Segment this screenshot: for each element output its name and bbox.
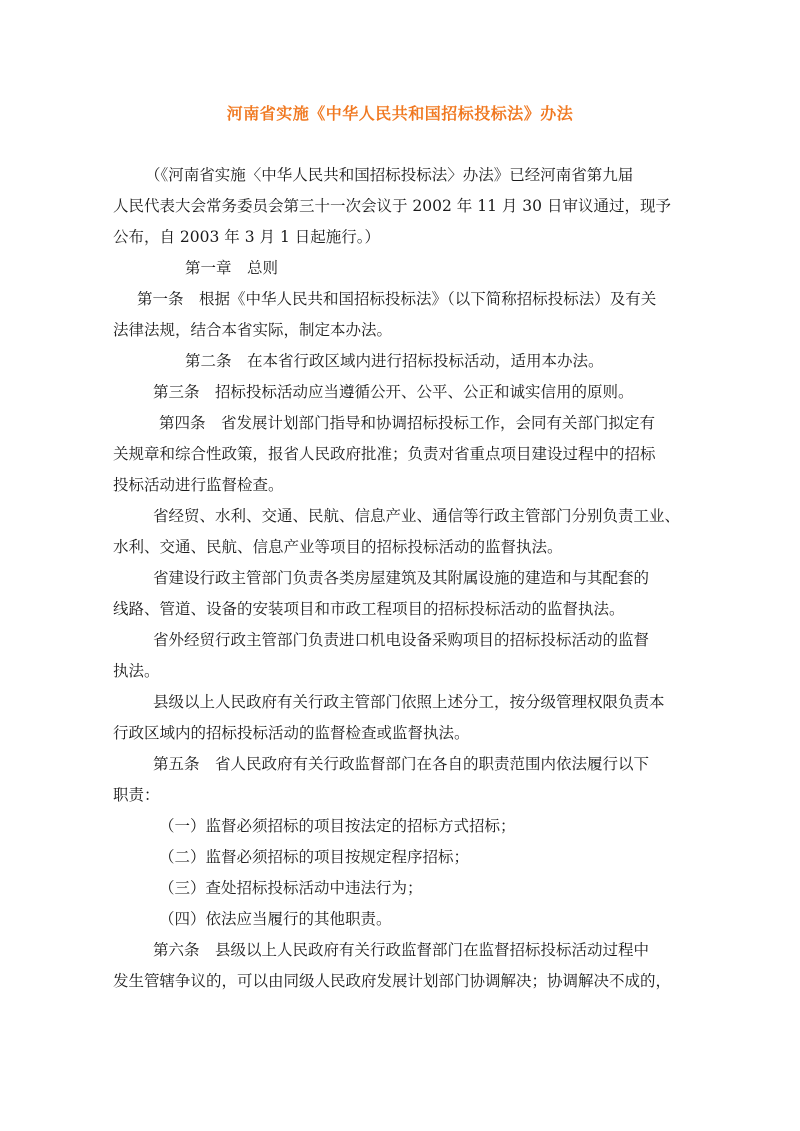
text-line: 第一条 根据《中华人民共和国招标投标法》（以下简称招标投标法）及有关 [137,290,657,308]
text-line: 县级以上人民政府有关行政主管部门依照上述分工，按分级管理权限负责本 [153,693,665,711]
text-line: 人民代表大会常务委员会第三十一次会议于 2002 年 11 月 30 日审议通过，现予 [113,197,671,215]
text-line: 第五条 省人民政府有关行政监督部门在各自的职责范围内依法履行以下 [153,755,650,773]
text-line: 第三条 招标投标活动应当遵循公开、公平、公正和诚实信用的原则。 [153,383,634,401]
document-title: 河南省实施《中华人民共和国招标投标法》办法 [226,104,574,123]
text-line: 关规章和综合性政策，报省人民政府批准；负责对省重点项目建设过程中的招标 [113,445,656,463]
text-line: 发生管辖争议的，可以由同级人民政府发展计划部门协调解决；协调解决不成的， [113,972,672,990]
text-line: 线路、管道、设备的安装项目和市政工程项目的招标投标活动的监督执法。 [113,600,625,618]
text-line: 职责： [113,786,160,804]
text-line: 执法。 [113,662,160,680]
text-line: （四）依法应当履行的其他职责。 [159,910,392,928]
text-line: 第一章 总则 [185,259,279,277]
text-line: （一）监督必须招标的项目按法定的招标方式招标； [159,817,516,835]
text-line: 第六条 县级以上人民政府有关行政监督部门在监督招标投标活动过程中 [153,941,650,959]
text-line: 第四条 省发展计划部门指导和协调招标投标工作，会同有关部门拟定有 [159,414,656,432]
text-line: 省建设行政主管部门负责各类房屋建筑及其附属设施的建造和与其配套的 [153,569,650,587]
text-line: 省经贸、水利、交通、民航、信息产业、通信等行政主管部门分别负责工业、 [153,507,681,525]
text-line: 水利、交通、民航、信息产业等项目的招标投标活动的监督执法。 [113,538,563,556]
text-line: 省外经贸行政主管部门负责进口机电设备采购项目的招标投标活动的监督 [153,631,650,649]
text-line: 第二条 在本省行政区域内进行招标投标活动，适用本办法。 [185,352,604,370]
text-line: （三）查处招标投标活动中违法行为； [159,879,423,897]
text-line: 公布，自 2003 年 3 月 1 日起施行。） [113,228,380,246]
text-line: 行政区域内的招标投标活动的监督检查或监督执法。 [113,724,470,742]
text-line: 投标活动进行监督检查。 [113,476,284,494]
text-line: （二）监督必须招标的项目按规定程序招标； [159,848,470,866]
text-line: 法律法规，结合本省实际，制定本办法。 [113,321,393,339]
text-line: （《河南省实施〈中华人民共和国招标投标法〉办法》已经河南省第九届 [145,166,634,184]
document-body [113,160,687,997]
